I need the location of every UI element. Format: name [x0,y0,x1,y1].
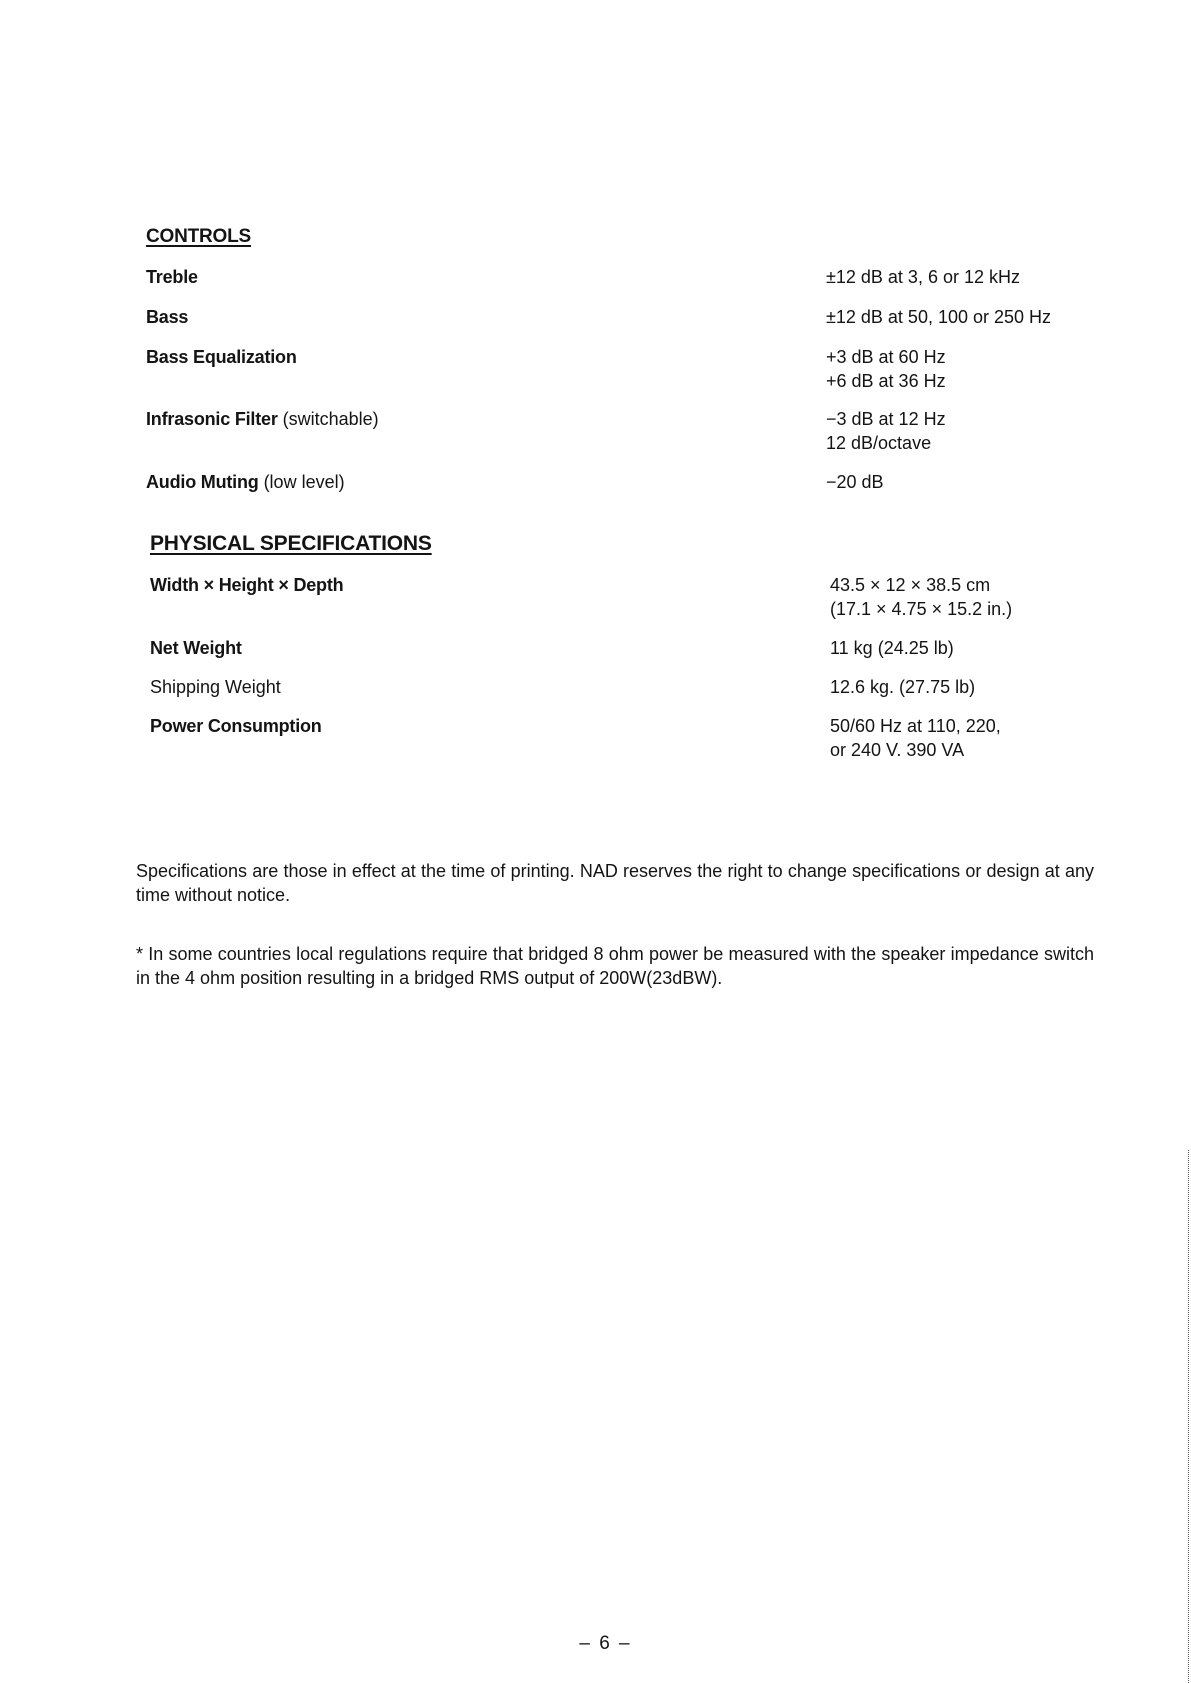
spec-value: ±12 dB at 3, 6 or 12 kHz [826,267,1020,287]
spec-value: 50/60 Hz at 110, 220, or 240 V. 390 VA [830,716,1001,760]
spec-label: Infrasonic Filter (switchable) [146,409,379,429]
spec-value: 12.6 kg. (27.75 lb) [830,677,976,697]
spec-label: Bass [146,307,189,327]
spec-label: Width × Height × Depth [150,575,344,595]
scan-edge-mark [1187,1150,1189,1683]
specifications-notice: Specifications are those in effect at the time of printing. NAD reserves the right to change specifications or design at any time without notice. [136,861,1094,905]
physical-specifications-heading: PHYSICAL SPECIFICATIONS [150,532,432,555]
spec-value: 43.5 × 12 × 38.5 cm (17.1 × 4.75 × 15.2 in.) [830,575,1013,619]
bridged-power-footnote: * In some countries local regulations require that bridged 8 ohm power be measured with the speaker impedance switch in the 4 ohm position resulting in a bridged RMS output of 200W(23dBW). [136,944,1094,988]
spec-label: Bass Equalization [146,347,297,367]
controls-heading: CONTROLS [146,226,252,247]
spec-value: +3 dB at 60 Hz +6 dB at 36 Hz [826,347,946,391]
spec-value: ±12 dB at 50, 100 or 250 Hz [826,307,1052,327]
spec-value: 11 kg (24.25 lb) [830,638,954,658]
spec-label: Power Consumption [150,716,322,736]
spec-value: −3 dB at 12 Hz 12 dB/octave [826,409,946,453]
spec-label: Shipping Weight [150,677,281,697]
spec-label: Net Weight [150,638,242,658]
spec-value: −20 dB [826,472,884,492]
spec-label: Audio Muting (low level) [146,472,345,492]
spec-label: Treble [146,267,198,287]
page-number: – 6 – [579,1633,632,1654]
